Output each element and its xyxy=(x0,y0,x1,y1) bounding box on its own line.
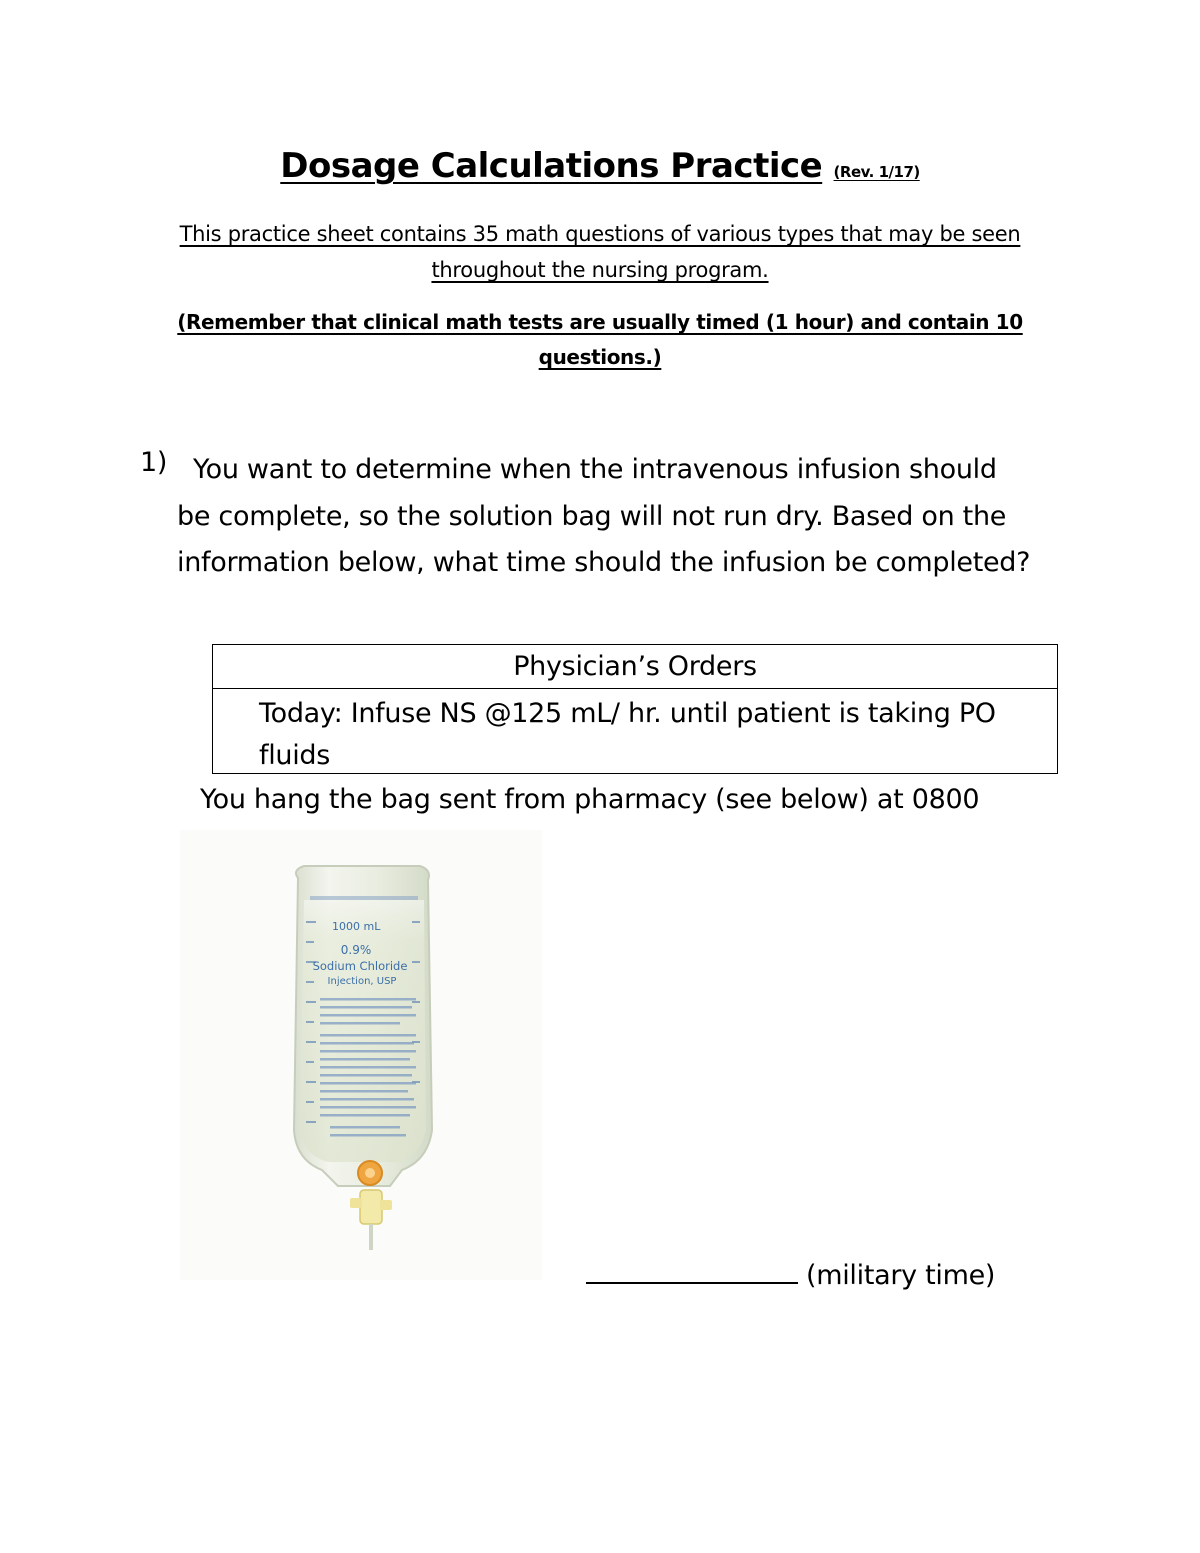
page-title xyxy=(0,146,1200,186)
physician-orders-table xyxy=(212,644,1058,774)
question-number: 1) xyxy=(140,447,168,478)
iv-bag-illustration xyxy=(180,830,542,1280)
bag-concentration-label: 0.9% xyxy=(340,943,372,957)
answer-line xyxy=(586,1254,995,1296)
revision-label: (Rev. 1/17) xyxy=(833,163,920,181)
orders-table-header: Physician’s Orders xyxy=(213,645,1057,689)
hang-bag-text: You hang the bag sent from pharmacy (see below) at 0800 xyxy=(200,784,980,815)
title-text: Dosage Calculations Practice xyxy=(280,146,823,186)
intro-text: This practice sheet contains 35 math questions of various types that may be seen throughout the nursing program. xyxy=(179,222,1021,282)
bag-volume-label: 1000 mL xyxy=(332,920,381,933)
answer-blank[interactable] xyxy=(586,1254,798,1284)
outlet-port xyxy=(360,1190,382,1224)
reminder-text: (Remember that clinical math tests are usually timed (1 hour) and contain 10 questions.) xyxy=(177,310,1023,369)
bag-name-line2: Injection, USP xyxy=(327,976,397,987)
orders-table-body: Today: Infuse NS @125 mL/ hr. until patient is taking PO fluids xyxy=(259,698,996,771)
question-text: You want to determine when the intravenous infusion should be complete, so the solution bag will not run dry. Based on the information below, what time should the infusion be completed? xyxy=(177,454,1031,578)
bag-name-line1: Sodium Chloride xyxy=(312,959,408,973)
answer-suffix: (military time) xyxy=(806,1260,996,1291)
iv-bag-photo xyxy=(180,830,542,1280)
